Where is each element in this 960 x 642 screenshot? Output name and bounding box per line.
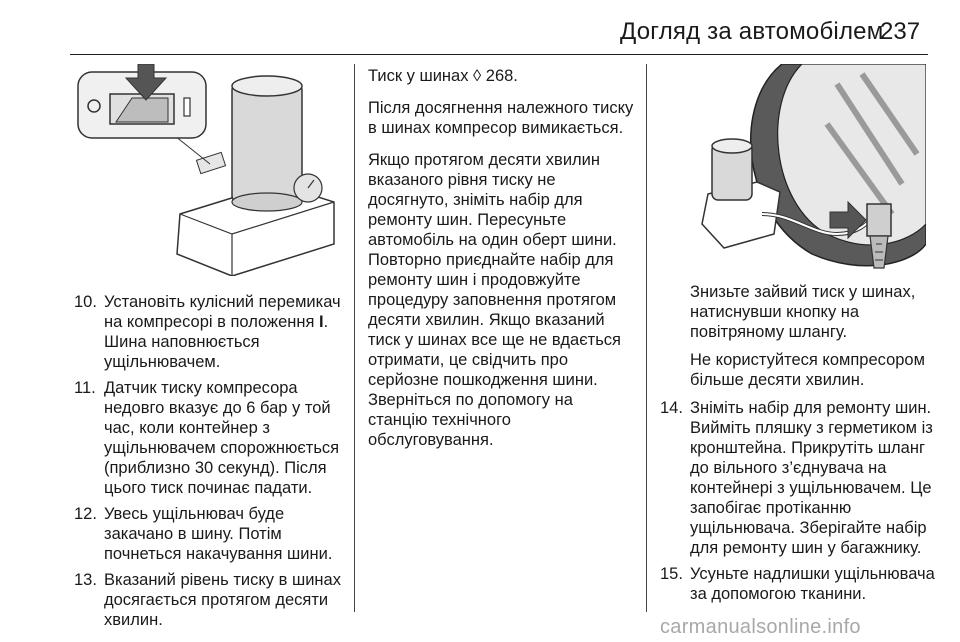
step-text: Усуньте надлишки ущільнювача за допомогою тканини.	[690, 565, 935, 603]
step-text: Зніміть набір для ремонту шин. Вийміть пляшку з герметиком із кронштейна. Прикрутіть шланг до вільного з’єднувача на контейнері з ущільнювачем. Це запобігає протіканню ущільнювача. Зберігайте набір для ремонту шин у багажнику.	[690, 399, 933, 557]
step-item	[74, 292, 350, 372]
step-number: 13.	[74, 571, 97, 589]
sealant-bottle	[232, 84, 302, 202]
left-column-text	[74, 292, 350, 636]
step-number: 14.	[660, 399, 683, 417]
paragraph: Не користуйтеся компресором більше десяти хвилин.	[690, 351, 925, 389]
paragraph: Знизьте зайвий тиск у шинах, натиснувши кнопку на повітряному шлангу.	[690, 283, 916, 341]
step-item	[74, 504, 350, 564]
tire-hose-svg	[662, 64, 926, 276]
tire-hose-illustration	[662, 64, 926, 276]
step-text-bold: I	[318, 313, 324, 331]
paragraph: Тиск у шинах ◊ 268.	[368, 67, 518, 85]
watermark: carmanualsonline.info	[660, 616, 861, 638]
middle-column-text	[368, 66, 636, 462]
step-text: Установіть кулісний перемикач на компресорі в положення	[104, 293, 341, 331]
paragraph: Після досягнення належного тиску в шинах компресор вимикається.	[368, 99, 634, 137]
step-item	[660, 564, 936, 604]
compressor-switch-illustration	[72, 64, 340, 276]
hose-connector	[867, 204, 891, 236]
column-divider-left	[354, 64, 355, 612]
step-number: 15.	[660, 565, 683, 583]
header-rule	[70, 54, 928, 55]
step-number: 12.	[74, 505, 97, 523]
right-column-text	[660, 282, 936, 610]
step-text: Увесь ущільнювач буде закачано в шину. Потім почнеться накачування шини.	[104, 505, 333, 563]
step-number: 10.	[74, 293, 97, 311]
compressor-switch-svg	[72, 64, 340, 276]
step-number: 11.	[74, 379, 96, 397]
page-number: 237	[880, 18, 921, 45]
step-text: Датчик тиску компресора недовго вказує до 6 бар у той час, коли контейнер з ущільнювачем спорожнюється (приблизно 30 секунд). Після цього тиск починає падати.	[104, 379, 340, 497]
step-text: . Шина наповнюється ущільнювачем.	[104, 313, 329, 371]
step-item	[74, 378, 350, 498]
page-title: Догляд за автомобілем	[620, 18, 884, 45]
column-divider-right	[646, 64, 647, 612]
paragraph: Якщо протягом десяти хвилин вказаного рівня тиску не досягнуто, зніміть набір для ремонту шин. Пересуньте автомобіль на один оберт шини. Повторно приєднайте набір для ремонту шин і продовжуйте процедуру заповнення протягом десяти хвилин. Якщо вказаний тиск у шинах все ще не вдається отримати, це свідчить про серйозне пошкодження шини. Зверніться по допомогу на станцію технічного обслуговування.	[368, 151, 621, 449]
step-item	[74, 570, 350, 630]
step-text: Вказаний рівень тиску в шинах досягається протягом десяти хвилин.	[104, 571, 341, 629]
step-item	[660, 398, 936, 558]
